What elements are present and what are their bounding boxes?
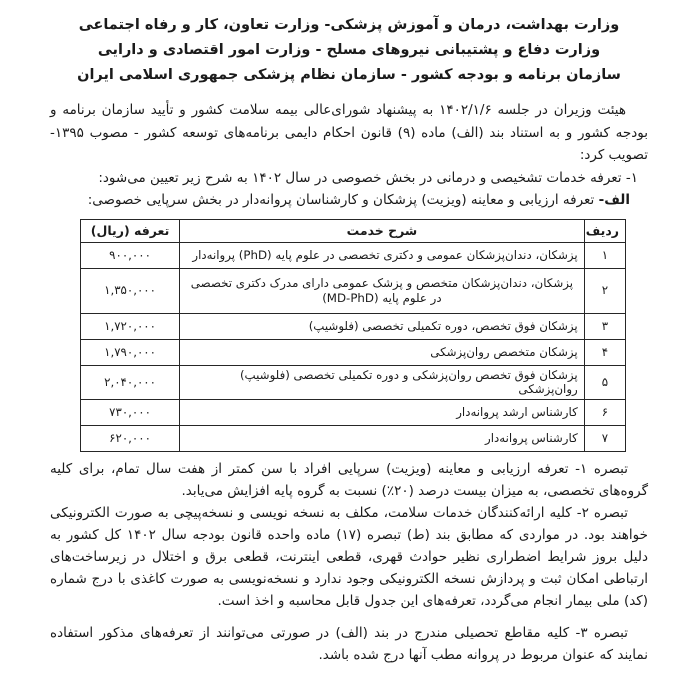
row-number-cell: ۳ <box>584 313 625 339</box>
row-number-cell: ۵ <box>584 365 625 399</box>
service-cell: کارشناس ارشد پروانه‌دار <box>180 399 585 425</box>
table-row <box>81 425 626 451</box>
service-cell: پزشکان متخصص روان‌پزشکی <box>180 339 585 365</box>
tariff-cell: ۷۳۰,۰۰۰ <box>81 399 180 425</box>
item-1-paragraph: ۱- تعرفه خدمات تشخیصی و درمانی در بخش خصوصی در سال ۱۴۰۲ به شرح زیر تعیین می‌شود: <box>98 169 638 186</box>
service-cell: پزشکان، دندان‌پزشکان متخصص و پزشک عمومی دارای مدرک دکتری تخصصی در علوم پایه (MD-PhD) <box>180 268 585 313</box>
header-line-1: وزارت بهداشت، درمان و آموزش پزشکی- وزارت تعاون، کار و رفاه اجتماعی <box>78 17 620 33</box>
tariff-cell: ۶۲۰,۰۰۰ <box>81 425 180 451</box>
service-cell: کارشناس پروانه‌دار <box>180 425 585 451</box>
table-row <box>81 365 626 399</box>
tariff-cell: ۱,۷۲۰,۰۰۰ <box>81 313 180 339</box>
row-number-cell: ۱ <box>584 242 625 268</box>
tariff-cell: ۱,۷۹۰,۰۰۰ <box>81 339 180 365</box>
note-3-paragraph: تبصره ۳- کلیه مقاطع تحصیلی مندرج در بند (الف) در صورتی می‌توانند از تعرفه‌های مذکور استفاده نمایند که عنوان مربوط در پروانه مطب آنها درج شده باشد. <box>50 624 648 663</box>
note-2-paragraph: تبصره ۲- کلیه ارائه‌کنندگان خدمات سلامت، مکلف به نسخه نویسی و نسخه‌پیچی به صورت الکترونیکی خواهند بود. در مواردی که مطابق بند (ط) تبصره (۱۷) ماده واحده قانون بودجه سال ۱۴۰۲ کل کشور به دلیل بروز شرایط اضطراری نظیر حوادث قهری، قطعی اینترنت، قطعی برق و اختلال در زیرساخت‌های ارتباطی امکان ثبت و پردازش نسخه الکترونیکی وجود ندارد و نسخه‌نویسی به صورت کاغذی با درج شماره (کد) ملی بیمار انجام می‌گردد، تعرفه‌های این جدول قابل محاسبه و اخذ است. <box>50 504 648 609</box>
row-number-cell: ۷ <box>584 425 625 451</box>
table-row <box>81 313 626 339</box>
ministries-header <box>50 13 648 88</box>
intro-paragraph: هیئت وزیران در جلسه ۱۴۰۲/۱/۶ به پیشنهاد شورای‌عالی بیمه سلامت کشور و تأیید سازمان برنامه و بودجه کشور و به استناد بند (الف) ماده (۹) قانون احکام دایمی برنامه‌های توسعه کشور - مصوب ۱۳۹۵- تصویب کرد: <box>50 102 648 163</box>
tariff-cell: ۱,۳۵۰,۰۰۰ <box>81 268 180 313</box>
column-header-tariff: تعرفه (ریال) <box>81 219 180 242</box>
table-row <box>81 268 626 313</box>
header-line-2: وزارت دفاع و پشتیبانی نیروهای مسلح - وزارت امور اقتصادی و دارایی <box>97 42 601 58</box>
row-number-cell: ۶ <box>584 399 625 425</box>
tariff-cell: ۹۰۰,۰۰۰ <box>81 242 180 268</box>
column-header-row-number: ردیف <box>584 219 625 242</box>
table-row <box>81 399 626 425</box>
table-row <box>81 242 626 268</box>
service-cell: پزشکان فوق تخصص، دوره تکمیلی تخصصی (فلوشیپ) <box>180 313 585 339</box>
table-row <box>81 339 626 365</box>
section-a-text: تعرفه ارزیابی و معاینه (ویزیت) پزشکان و کارشناسان پروانه‌دار در بخش سرپایی خصوصی: <box>87 192 595 208</box>
header-line-3: سازمان برنامه و بودجه کشور - سازمان نظام پزشکی جمهوری اسلامی ایران <box>77 67 621 83</box>
service-cell: پزشکان فوق تخصص روان‌پزشکی و دوره تکمیلی تخصصی (فلوشیپ) روان‌پزشکی <box>180 365 585 399</box>
section-a-label: الف- <box>598 192 630 208</box>
note-1-paragraph: تبصره ۱- تعرفه ارزیابی و معاینه (ویزیت) سرپایی افراد با سن کمتر از هفت سال تمام، برای کلیه گروه‌های تخصصی، به میزان بیست درصد (۲۰٪) نسبت به گروه پایه افزایش می‌یابد. <box>50 460 648 499</box>
row-number-cell: ۴ <box>584 339 625 365</box>
section-a-title <box>50 189 648 212</box>
column-header-service: شرح خدمت <box>180 219 585 242</box>
tariff-cell: ۲,۰۴۰,۰۰۰ <box>81 365 180 399</box>
row-number-cell: ۲ <box>584 268 625 313</box>
service-cell: پزشکان، دندان‌پزشکان عمومی و دکتری تخصصی در علوم پایه (PhD) پروانه‌دار <box>180 242 585 268</box>
tariff-table <box>80 219 626 452</box>
table-header-row <box>81 219 626 242</box>
